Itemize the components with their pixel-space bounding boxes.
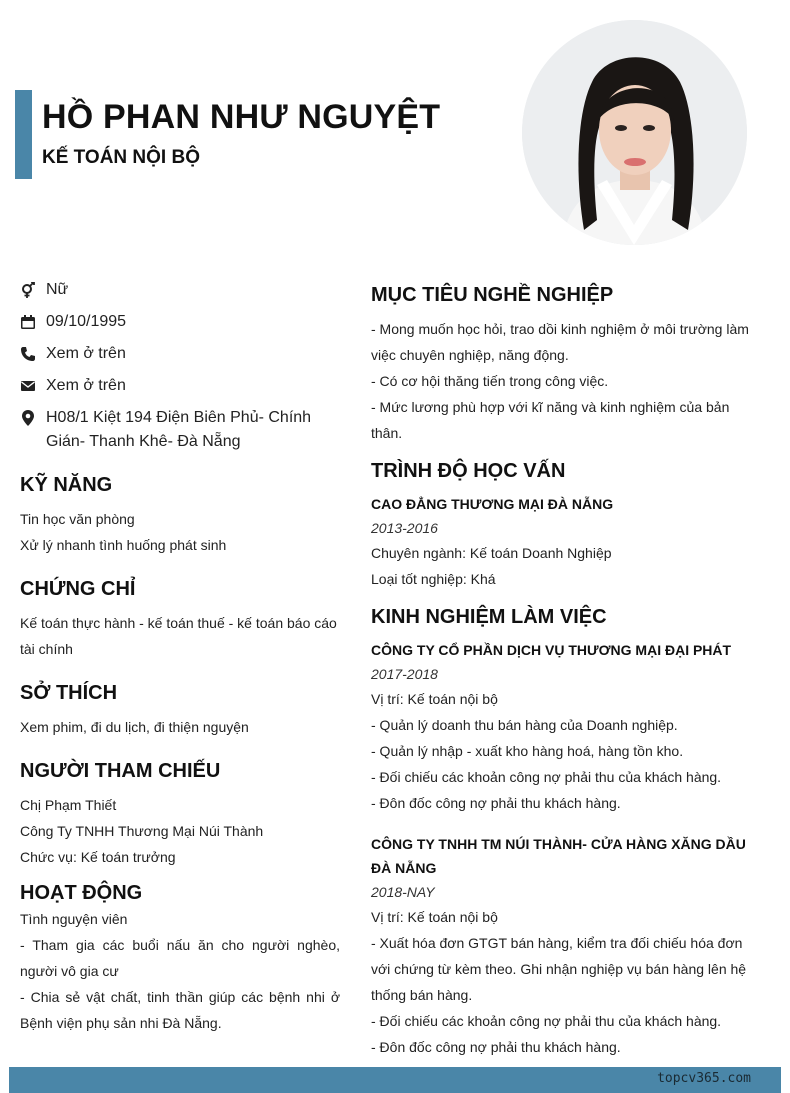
gender-text: Nữ <box>46 281 69 298</box>
education-grade: Loại tốt nghiệp: Khá <box>371 571 496 587</box>
envelope-icon <box>20 378 36 394</box>
job-title: KẾ TOÁN NỘI BỘ <box>42 147 200 168</box>
job-duty: - Đối chiếu các khoản công nợ phải thu của khách hàng. <box>371 769 722 785</box>
certificates-heading: CHỨNG CHỈ <box>20 578 136 600</box>
job-duty: - Đôn đốc công nợ phải thu khách hàng. <box>371 795 621 811</box>
job-duty: - Quản lý doanh thu bán hàng của Doanh nghiệp. <box>371 717 678 733</box>
job-position: Vị trí: Kế toán nội bộ <box>371 691 498 707</box>
objective-line: - Có cơ hội thăng tiến trong công việc. <box>371 373 609 389</box>
calendar-icon <box>20 314 36 330</box>
address-row <box>20 406 340 454</box>
reference-line: Chị Phạm Thiết <box>20 797 117 813</box>
skill-item: Tin học văn phòng <box>20 511 135 527</box>
objective-line: - Mức lương phù hợp với kĩ năng và kinh nghiệm của bản thân. <box>371 399 730 441</box>
objective-heading: MỤC TIÊU NGHỀ NGHIỆP <box>371 284 614 306</box>
hobbies-text: Xem phim, đi du lịch, đi thiện nguyện <box>20 719 249 735</box>
email-text: Xem ở trên <box>46 377 126 394</box>
email-row <box>20 374 340 398</box>
birthday-text: 09/10/1995 <box>46 313 127 330</box>
job-duty: - Đối chiếu các khoản công nợ phải thu của khách hàng. <box>371 1013 722 1029</box>
skills-heading: KỸ NĂNG <box>20 474 113 496</box>
education-period: 2013-2016 <box>371 520 438 536</box>
company-name: CÔNG TY CỔ PHẦN DỊCH VỤ THƯƠNG MẠI ĐẠI PHÁT <box>371 642 732 658</box>
activity-line: - Tham gia các buổi nấu ăn cho người nghèo, người vô gia cư <box>20 937 340 979</box>
accent-bar <box>15 90 32 179</box>
activity-line: Tình nguyện viên <box>20 911 128 927</box>
experience-heading: KINH NGHIỆM LÀM VIỆC <box>371 606 607 628</box>
left-column <box>20 278 340 1036</box>
job-duty: - Đôn đốc công nợ phải thu khách hàng. <box>371 1039 621 1055</box>
reference-line: Chức vụ: Kế toán trưởng <box>20 849 176 865</box>
right-column <box>371 282 761 1060</box>
job-period: 2018-NAY <box>371 884 435 900</box>
phone-icon <box>20 346 36 362</box>
education-major: Chuyên ngành: Kế toán Doanh Nghiệp <box>371 545 612 561</box>
activities-heading: HOẠT ĐỘNG <box>20 882 143 904</box>
profile-photo <box>522 20 747 245</box>
references-heading: NGƯỜI THAM CHIẾU <box>20 760 221 782</box>
education-heading: TRÌNH ĐỘ HỌC VẤN <box>371 460 566 482</box>
birthday-row <box>20 310 340 334</box>
job-duty: - Xuất hóa đơn GTGT bán hàng, kiểm tra đối chiếu hóa đơn với chứng từ kèm theo. Ghi nhận nghiệp vụ bán hàng lên hệ thống bán hàng. <box>371 935 747 1003</box>
gender-row <box>20 278 340 302</box>
objective-line: - Mong muốn học hỏi, trao dồi kinh nghiệm ở môi trường làm việc chuyên nghiệp, năng động. <box>371 321 749 363</box>
school-name: CAO ĐẲNG THƯƠNG MẠI ĐÀ NẴNG <box>371 496 614 512</box>
candidate-name: HỒ PHAN NHƯ NGUYỆT <box>42 98 441 136</box>
job-entry <box>371 832 761 1060</box>
skill-item: Xử lý nhanh tình huống phát sinh <box>20 537 227 553</box>
certificates-text: Kế toán thực hành - kế toán thuế - kế toán báo cáo tài chính <box>20 615 337 657</box>
gender-icon <box>20 282 36 298</box>
job-position: Vị trí: Kế toán nội bộ <box>371 909 498 925</box>
hobbies-heading: SỞ THÍCH <box>20 682 118 704</box>
footer-bar <box>9 1067 781 1093</box>
activity-line: - Chia sẻ vật chất, tinh thần giúp các bệnh nhi ở Bệnh viện phụ sản nhi Đà Nẵng. <box>20 989 340 1031</box>
footer-watermark: topcv365.com <box>657 1071 751 1086</box>
job-entry <box>371 638 761 816</box>
phone-row <box>20 342 340 366</box>
reference-line: Công Ty TNHH Thương Mại Núi Thành <box>20 823 264 839</box>
job-duty: - Quản lý nhập - xuất kho hàng hoá, hàng tồn kho. <box>371 743 684 759</box>
phone-text: Xem ở trên <box>46 345 126 362</box>
address-text: H08/1 Kiệt 194 Điện Biên Phủ- Chính Gián- Thanh Khê- Đà Nẵng <box>46 409 312 450</box>
location-pin-icon <box>20 410 36 426</box>
company-name: CÔNG TY TNHH TM NÚI THÀNH- CỬA HÀNG XĂNG DẦU ĐÀ NẴNG <box>371 836 746 876</box>
job-period: 2017-2018 <box>371 666 438 682</box>
